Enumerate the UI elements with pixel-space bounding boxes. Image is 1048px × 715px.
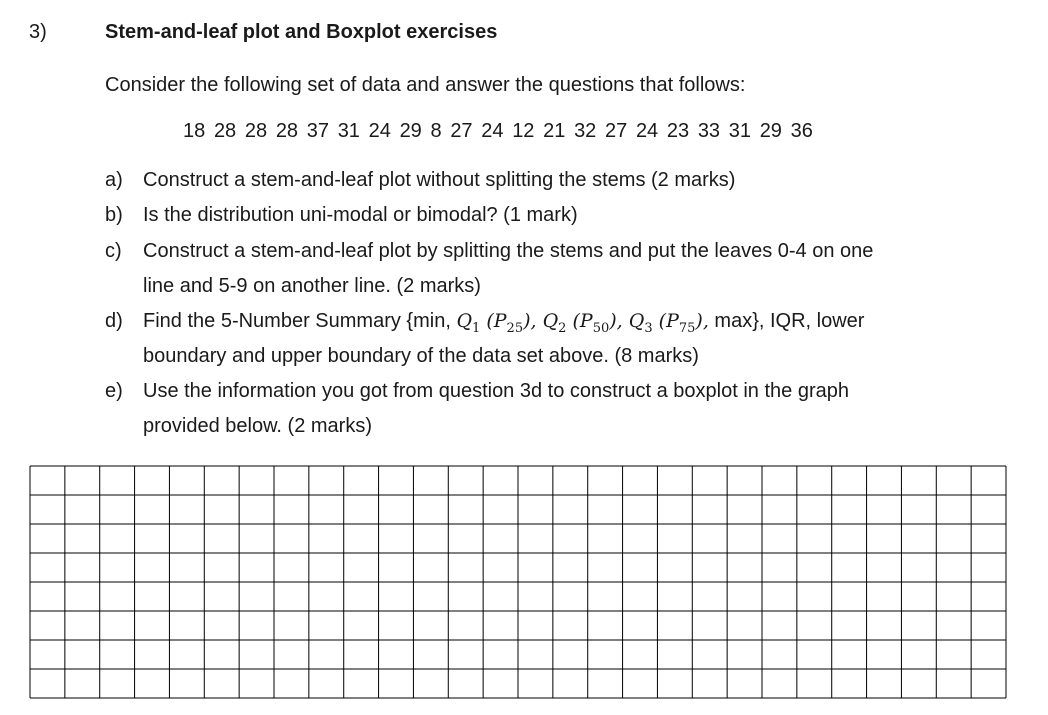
dataset-value: 37 (306, 120, 329, 142)
part-b-text: Is the distribution uni-modal or bimodal? (1 mark) (143, 204, 578, 226)
dataset-value: 29 (399, 120, 422, 142)
dataset-values (183, 120, 822, 143)
part-c-text-line1: Construct a stem-and-leaf plot by splitting the stems and put the leaves 0-4 on one (143, 240, 874, 262)
part-e-text-line2: provided below. (2 marks) (143, 415, 372, 437)
dataset-value: 8 (430, 120, 442, 142)
dataset-value: 33 (697, 120, 721, 142)
part-d-prefix: Find the 5-Number Summary {min, (143, 310, 457, 332)
part-d-text-line2: boundary and upper boundary of the data set above. (8 marks) (143, 345, 699, 367)
dataset-value: 36 (790, 120, 813, 142)
q1-symbol: $Q_1$ $(P_{25})$, $Q_2$ $(P_{50})$, $Q_3$ $(P_{75})$, (456, 310, 709, 336)
question-number: 3) (29, 21, 47, 43)
boxplot-grid[interactable] (29, 465, 1007, 700)
dataset-value: 12 (512, 120, 535, 142)
dataset-value: 24 (481, 120, 504, 142)
dataset-value: 28 (213, 120, 237, 142)
dataset-value: 31 (337, 120, 360, 142)
question-title: Stem-and-leaf plot and Boxplot exercises (105, 21, 498, 43)
part-c-label: c) (105, 240, 122, 262)
dataset-value: 18 (183, 120, 206, 142)
dataset-value: 21 (543, 120, 566, 142)
dataset-value: 28 (244, 120, 268, 142)
dataset-value: 27 (450, 120, 473, 142)
dataset-value: 27 (605, 120, 628, 142)
dataset-value: 24 (635, 120, 659, 142)
part-a-text: Construct a stem-and-leaf plot without splitting the stems (2 marks) (143, 169, 736, 191)
dataset-value: 31 (728, 120, 751, 142)
dataset-value: 28 (275, 120, 299, 142)
dataset-value: 24 (368, 120, 391, 142)
dataset-value: 32 (574, 120, 597, 142)
part-d-suffix: max}, IQR, lower (708, 310, 865, 332)
part-e-label: e) (105, 380, 123, 402)
part-b-label: b) (105, 204, 123, 226)
part-d-label: d) (105, 310, 123, 332)
part-e-text-line1: Use the information you got from question 3d to construct a boxplot in the graph (143, 380, 849, 402)
dataset-value: 23 (666, 120, 690, 142)
part-a-label: a) (105, 169, 123, 191)
part-c-text-line2: line and 5-9 on another line. (2 marks) (143, 275, 481, 297)
question-intro: Consider the following set of data and answer the questions that follows: (105, 74, 746, 96)
dataset-value: 29 (759, 120, 782, 142)
